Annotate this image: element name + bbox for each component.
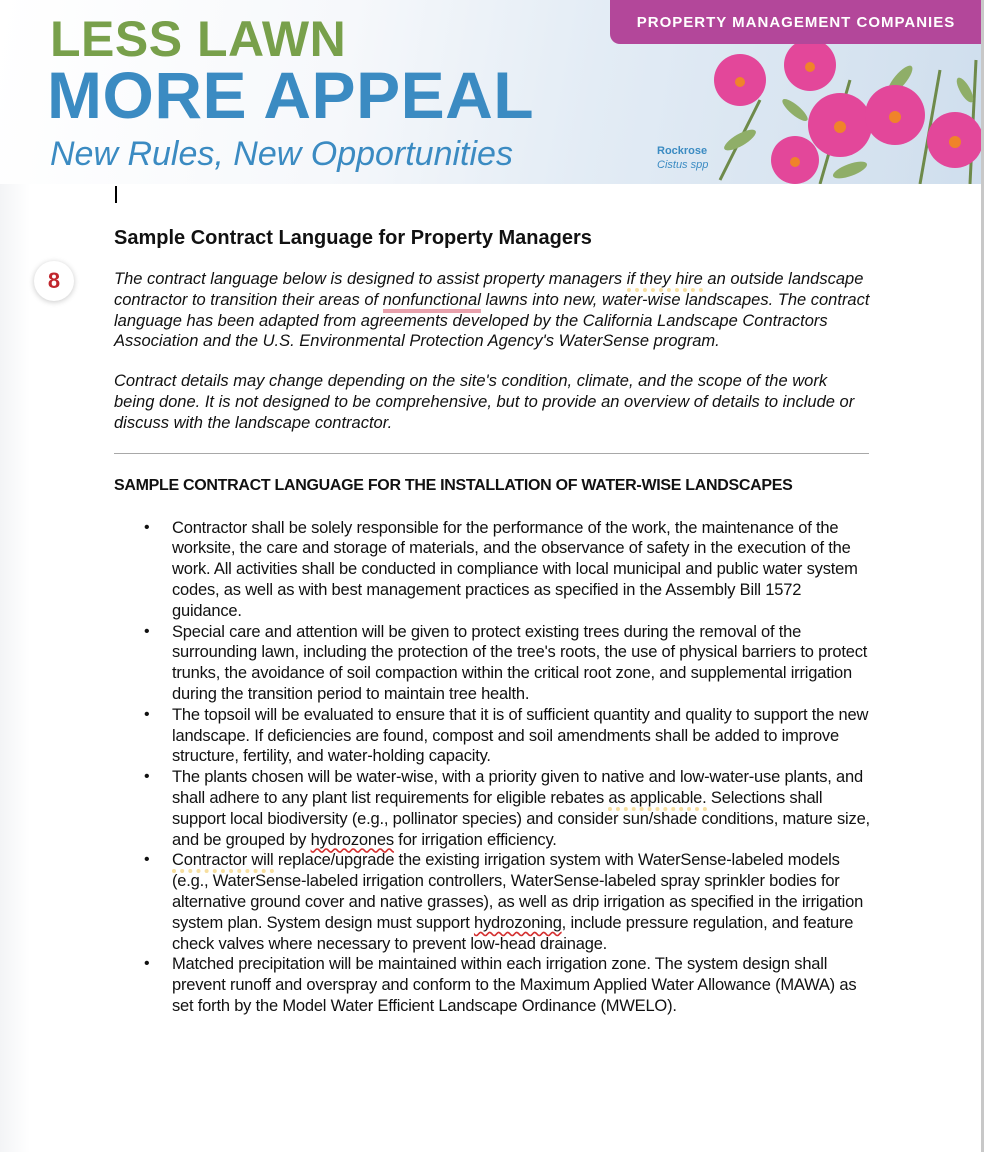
- text-run: for irrigation efficiency.: [393, 830, 557, 849]
- intro-text: lawns into new, water-wise landscapes. The contract language has been adapted from agreements developed by the California Landscape Contractors Association and the U.S. Environmental Protection Agency's WaterSense program.: [114, 290, 870, 351]
- contract-bullet-list: [114, 518, 870, 1017]
- grammar-suggestion-mark[interactable]: if they hire: [627, 270, 703, 292]
- list-item-text: [172, 851, 863, 952]
- plant-caption-common-name: Rockrose: [657, 145, 708, 157]
- section-divider: [114, 453, 869, 454]
- spelling-error-mark[interactable]: hydrozoning: [473, 913, 562, 932]
- section-title: SAMPLE CONTRACT LANGUAGE FOR THE INSTALLATION OF WATER-WISE LANDSCAPES: [114, 476, 793, 494]
- list-item: [114, 705, 870, 767]
- grammar-suggestion-mark[interactable]: Contractor will: [172, 851, 274, 873]
- banner-title-less-lawn: LESS LAWN: [50, 11, 347, 67]
- audience-tab: [610, 0, 981, 44]
- list-item: [114, 518, 870, 622]
- plant-caption-latin-name: Cistus spp: [657, 159, 709, 171]
- list-item: [114, 767, 870, 850]
- list-item-text: Contractor shall be solely responsible for the performance of the work, the maintenance of the worksite, the care and storage of materials, and the observance of safety in the execution of the work. All activities shall be conducted in compliance with local municipal and public water system codes, as well as with best management practices as specified in the Assembly Bill 1572 guidance.: [172, 518, 858, 620]
- list-item: [114, 954, 870, 1016]
- rockrose-flower-image: [700, 40, 981, 184]
- document-body[interactable]: [114, 224, 870, 1017]
- banner-subtitle: New Rules, New Opportunities: [50, 135, 513, 173]
- banner-title-more-appeal: MORE APPEAL: [47, 58, 535, 132]
- list-item-text: The topsoil will be evaluated to ensure that it is of sufficient quantity and quality to support the new landscape. If deficiencies are found, compost and soil amendments shall be added to improve structure, fertility, and water-holding capacity.: [172, 705, 869, 766]
- list-item-text: [172, 768, 870, 848]
- list-item-text: Matched precipitation will be maintained within each irrigation zone. The system design shall prevent runoff and overspray and conform to the Maximum Applied Water Allowance (MAWA) as set forth by the Model Water Efficient Landscape Ordinance (MWELO).: [172, 955, 857, 1015]
- spelling-error-mark[interactable]: hydrozones: [310, 830, 394, 849]
- header-banner: [0, 0, 981, 184]
- text-run: The plants chosen will be water-wise, with a priority given to native and low-water-use plants, and shall adhere to any plant list requirements for eligible rebates: [172, 768, 863, 807]
- grammar-suggestion-mark[interactable]: as applicable.: [608, 789, 706, 811]
- intro-text: an outside landscape contractor to transition their areas of: [114, 270, 864, 309]
- bullet-icon: •: [144, 622, 150, 640]
- intro-text: The contract language below is designed to assist property managers: [114, 270, 627, 288]
- text-run: replace/upgrade the existing irrigation system with WaterSense-labeled models (e.g., WaterSense-labeled irrigation controllers, WaterSense-labeled spray sprinkler bodies for alternative ground cover and native grasses), as well as drip irrigation as specified in the irrigation system plan. System design must support: [172, 851, 864, 932]
- bullet-icon: •: [144, 851, 150, 869]
- text-run: , include pressure regulation, and feature check valves where necessary to prevent low-head drainage.: [172, 913, 854, 953]
- page-number: 8: [47, 268, 61, 293]
- disclaimer-paragraph: Contract details may change depending on the site's condition, climate, and the scope of the work being done. It is not designed to be comprehensive, but to provide an overview of details to include or discuss with the landscape contractor.: [114, 372, 855, 432]
- bullet-icon: •: [144, 768, 150, 786]
- list-item: [114, 850, 870, 954]
- text-run: Selections shall support local biodiversity (e.g., pollinator species) and consider sun/shade conditions, mature size, and be grouped by: [172, 788, 870, 849]
- intro-paragraph: [114, 269, 870, 352]
- audience-tab-label: PROPERTY MANAGEMENT COMPANIES: [636, 13, 956, 31]
- list-item: [114, 622, 870, 705]
- document-heading: Sample Contract Language for Property Managers: [114, 227, 592, 249]
- text-cursor: [115, 186, 117, 203]
- bullet-icon: •: [144, 518, 150, 536]
- bullet-icon: •: [144, 705, 150, 723]
- list-item-text: Special care and attention will be given to protect existing trees during the removal of the surrounding lawn, including the protection of the tree's roots, the use of physical barriers to protect trunks, the avoidance of soil compaction within the critical root zone, and supplemental irrigation during the transition period to maintain tree health.: [172, 622, 868, 703]
- bullet-icon: •: [144, 955, 150, 973]
- page-number-badge: [34, 261, 74, 301]
- spelling-suggestion-mark[interactable]: nonfunctional: [383, 291, 481, 313]
